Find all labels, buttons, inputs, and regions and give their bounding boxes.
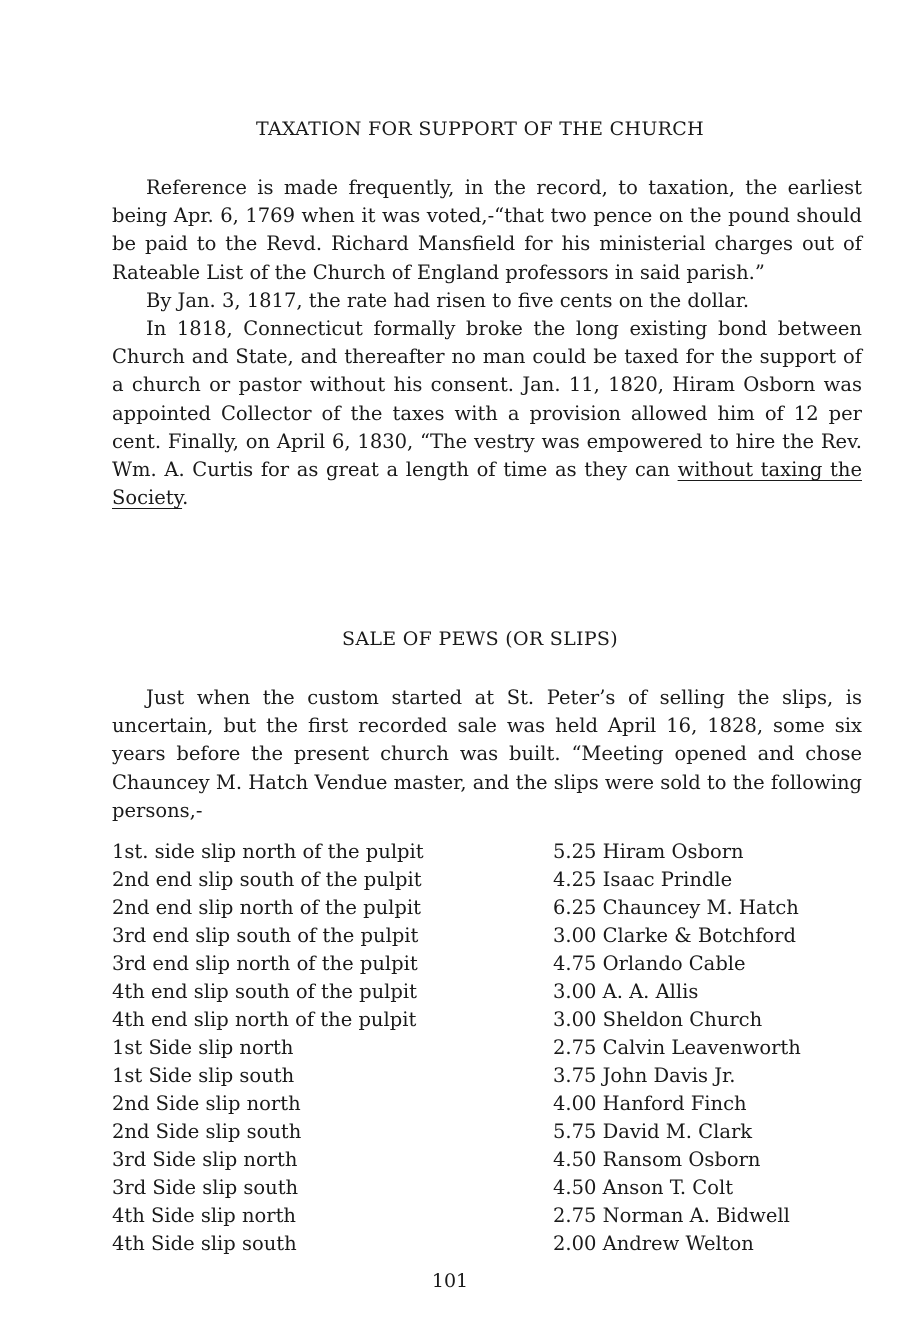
sale-row [112,1006,852,1034]
slip-description: 1st. side slip north of the pulpit [112,840,424,863]
sale-row [112,1034,852,1062]
sale-price-buyer: 2.75 Calvin Leavenworth [553,1036,801,1059]
sale-row [112,922,852,950]
slip-description: 3rd end slip north of the pulpit [112,952,418,975]
sale-row [112,1062,852,1090]
sale-row [112,866,852,894]
slip-description: 3rd Side slip north [112,1148,298,1171]
sale-row [112,838,852,866]
sale-price-buyer: 4.50 Anson T. Colt [553,1176,734,1199]
sale-price-buyer: 3.00 A. A. Allis [553,980,699,1003]
sale-row [112,1090,852,1118]
sale-price-buyer: 3.00 Clarke & Botchford [553,924,796,947]
sale-row [112,950,852,978]
sale-price-buyer: 2.75 Norman A. Bidwell [553,1204,790,1227]
sale-price-buyer: 3.00 Sheldon Church [553,1008,763,1031]
sale-row [112,1202,852,1230]
paragraph-text: In 1818, Connecticut formally broke the long existing bond between Church and State, and thereafter no man could be taxed for the support of a church or pastor without his consent. Jan. 11, 1820, Hiram Osborn was appointed Collector of the taxes with a provision allowed him of 12 per cent. Finally, on April 6, 1830, “The vestry was empowered to hire the Rev. Wm. A. Curtis for as great a length of time as they can [112,317,862,482]
paragraph: Just when the custom started at St. Peter’s of selling the slips, is uncertain, but the first recorded sale was held April 16, 1828, some six years before the present church was built. “Meeting opened and chose Chauncey M. Hatch Vendue master, and the slips were sold to the following persons,- [112,686,862,822]
slip-description: 4th end slip north of the pulpit [112,1008,417,1031]
sale-price-buyer: 4.75 Orlando Cable [553,952,746,975]
slip-description: 4th Side slip south [112,1232,297,1255]
pews-body [112,684,862,825]
sale-price-buyer: 4.00 Hanford Finch [553,1092,747,1115]
page-number: 101 [431,1270,469,1292]
slip-description: 4th Side slip north [112,1204,296,1227]
paragraph-end: . [182,486,189,510]
sale-price-buyer: 4.25 Isaac Prindle [553,868,733,891]
paragraph: By Jan. 3, 1817, the rate had risen to five cents on the dollar. [146,288,750,312]
sale-row [112,894,852,922]
sale-price-buyer: 5.25 Hiram Osborn [553,840,744,863]
sale-price-buyer: 2.00 Andrew Welton [553,1232,754,1255]
sale-row [112,1174,852,1202]
slip-description: 1st Side slip south [112,1064,295,1087]
slip-sales-list [112,838,852,1258]
slip-description: 2nd end slip south of the pulpit [112,868,422,891]
slip-description: 2nd end slip north of the pulpit [112,896,421,919]
taxation-body [112,174,862,512]
underlined-phrase: without taxing the Society [112,458,862,510]
sale-price-buyer: 6.25 Chauncey M. Hatch [553,896,799,919]
sale-price-buyer: 3.75 John Davis Jr. [553,1064,736,1087]
paragraph: Reference is made frequently, in the record, to taxation, the earliest being Apr. 6, 1769 when it was voted,-“that two pence on the pound should be paid to the Revd. Richard Mansfield for his ministerial charges out of Rateable List of the Church of England professors in said parish.” [112,176,862,284]
sale-price-buyer: 4.50 Ransom Osborn [553,1148,761,1171]
section-title-pews: SALE OF PEWS (OR SLIPS) [342,628,618,650]
sale-row [112,1146,852,1174]
slip-description: 2nd Side slip north [112,1092,301,1115]
sale-row [112,1118,852,1146]
sale-row [112,978,852,1006]
section-title-taxation: TAXATION FOR SUPPORT OF THE CHURCH [256,118,704,140]
slip-description: 3rd end slip south of the pulpit [112,924,419,947]
slip-description: 1st Side slip north [112,1036,294,1059]
sale-row [112,1230,852,1258]
slip-description: 2nd Side slip south [112,1120,302,1143]
slip-description: 4th end slip south of the pulpit [112,980,417,1003]
sale-price-buyer: 5.75 David M. Clark [553,1120,753,1143]
slip-description: 3rd Side slip south [112,1176,299,1199]
paragraph [112,315,862,512]
